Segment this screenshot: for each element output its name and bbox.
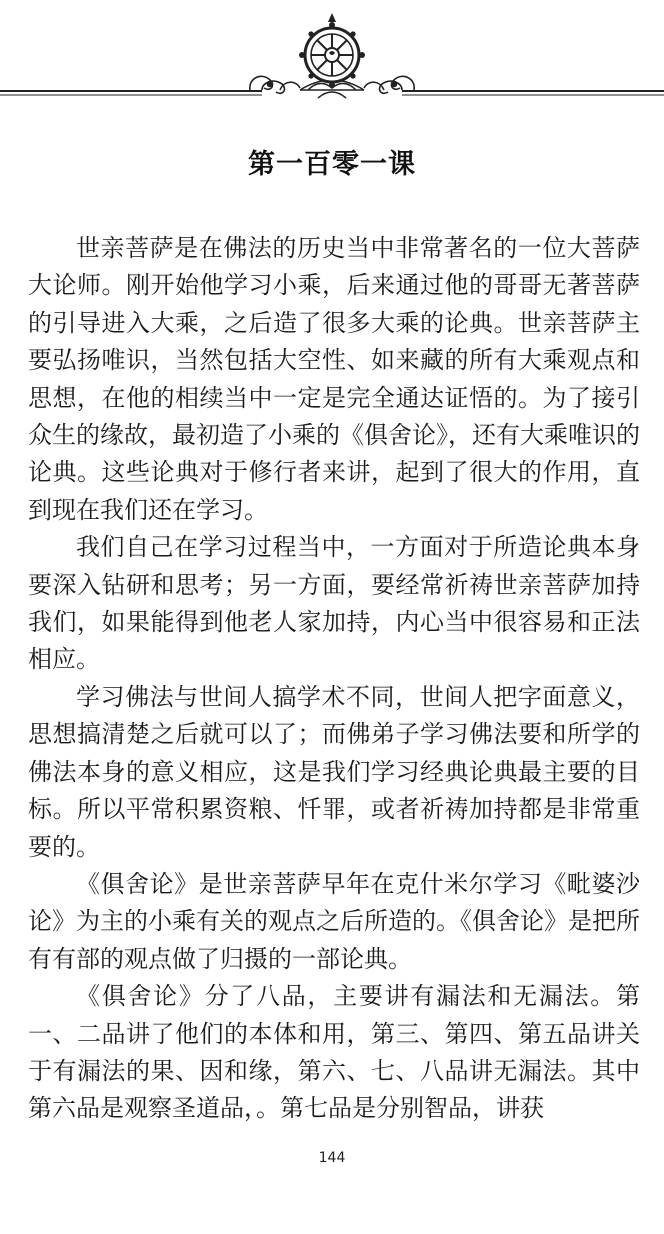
page-number: 144 (318, 1150, 346, 1166)
body-text (28, 230, 640, 1128)
chapter-title: 第一百零一课 (248, 149, 416, 180)
paragraph: 世亲菩萨是在佛法的历史当中非常著名的一位大菩萨大论师。刚开始他学习小乘，后来通过他的哥哥无著菩萨的引导进入大乘，之后造了很多大乘的论典。世亲菩萨主要弘扬唯识，当然包括大空性、如来藏的所有大乘观点和思想，在他的相续当中一定是完全通达证悟的。为了接引众生的缘故，最初造了小乘的《俱舍论》，还有大乘唯识的论典。这些论典对于修行者来讲，起到了很大的作用，直到现在我们还在学习。 (28, 234, 640, 524)
paragraph: 我们自己在学习过程当中，一方面对于所造论典本身要深入钻研和思考；另一方面，要经常祈祷世亲菩萨加持我们，如果能得到他老人家加持，内心当中很容易和正法相应。 (28, 533, 640, 674)
paragraph: 《俱舍论》是世亲菩萨早年在克什米尔学习《毗婆沙论》为主的小乘有关的观点之后所造的。《俱舍论》是把所有有部的观点做了归摄的一部论典。 (28, 869, 640, 973)
paragraph: 学习佛法与世间人搞学术不同，世间人把字面意义，思想搞清楚之后就可以了；而佛弟子学习佛法要和所学的佛法本身的意义相应，这是我们学习经典论典最主要的目标。所以平常积累资粮、忏罪，或者祈祷加持都是非常重要的。 (28, 682, 640, 861)
dharma-wheel-icon (0, 0, 664, 112)
paragraph: 《俱舍论》分了八品，主要讲有漏法和无漏法。第一、二品讲了他们的本体和用，第三、第四、第五品讲关于有漏法的果、因和缘，第六、七、八品讲无漏法。其中第六品是观察圣道品，。第七品是分别智品，讲获 (28, 982, 640, 1123)
header-ornament (0, 0, 664, 112)
